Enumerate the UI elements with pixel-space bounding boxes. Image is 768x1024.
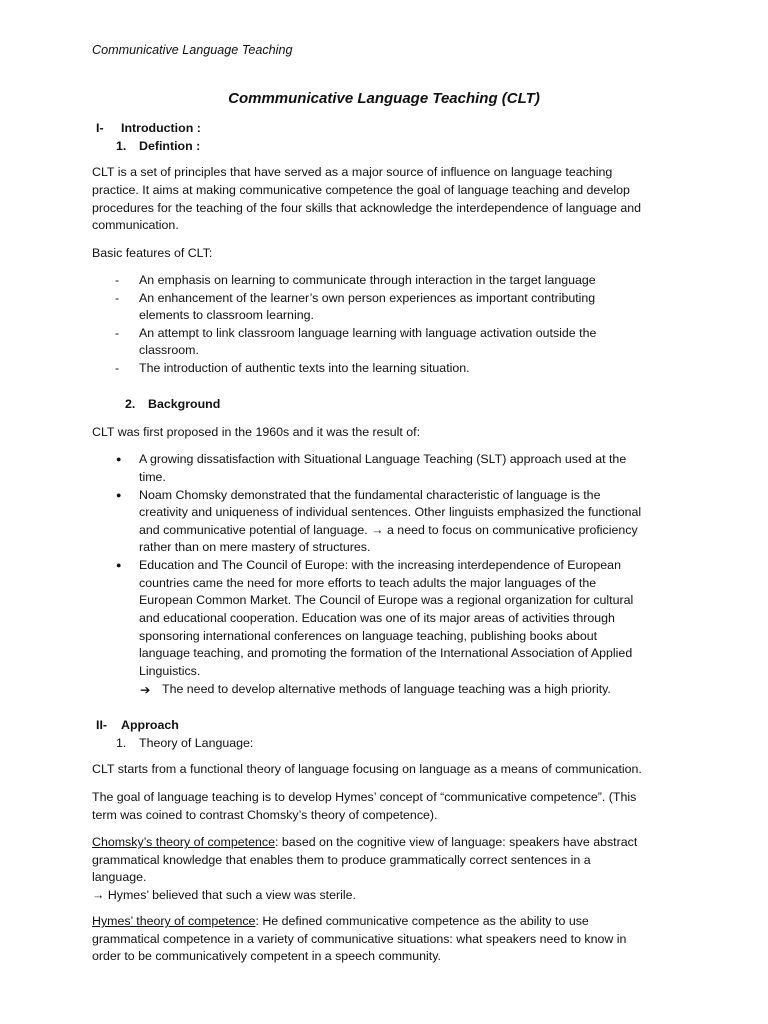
background-item-continued: creativity and uniqueness of individual sentences. Other linguists emphasized the functional [139, 505, 642, 519]
background-item-continued: Linguistics. [139, 664, 201, 678]
hymes-line: order to be communicatively competent in a speech community. [92, 949, 441, 963]
chomsky-line: language. [92, 870, 147, 884]
dash-marker: - [115, 361, 120, 375]
bullet-marker: ● [116, 560, 122, 570]
feature-item: The introduction of authentic texts into the learning situation. [139, 361, 470, 375]
theory-paragraph: The goal of language teaching is to develop Hymes’ concept of “communicative competence”. (This [92, 790, 637, 804]
background-item-continued: and communicative potential of language. → a need to focus on communicative proficiency [139, 523, 638, 537]
bullet-marker: ● [116, 490, 122, 500]
document-title: Commmunicative Language Teaching (CLT) [228, 90, 540, 107]
bullet-marker: ● [116, 454, 122, 464]
background-item: Education and The Council of Europe: with the increasing interdependence of European [139, 558, 621, 572]
background-item-continued: countries came the need for more efforts to teach adults the major languages of the [139, 576, 597, 590]
background-item-continued: time. [139, 470, 166, 484]
subsection-number: 1. [116, 139, 127, 153]
chomsky-line [92, 834, 692, 852]
feature-item: An emphasis on learning to communicate through interaction in the target language [139, 273, 596, 287]
page-header: Communicative Language Teaching [92, 43, 293, 57]
section-number: II- [96, 718, 108, 732]
hymes-theory-label: Hymes’ theory of competence [92, 914, 256, 928]
definition-line: CLT is a set of principles that have served as a major source of influence on language teaching [92, 165, 613, 179]
background-intro: CLT was first proposed in the 1960s and it was the result of: [92, 425, 421, 439]
subsection-heading-definition: Defintion : [139, 139, 201, 153]
definition-line: communication. [92, 218, 179, 232]
chomsky-line: → Hymes’ believed that such a view was sterile. [92, 888, 356, 902]
hymes-theory-text: : He defined communicative competence as the ability to use [255, 914, 589, 928]
subsection-number: 1. [116, 736, 127, 750]
chomsky-theory-label: Chomsky’s theory of competence [92, 835, 275, 849]
background-item-continued: sponsoring international conferences on language teaching, publishing books about [139, 629, 598, 643]
definition-line: practice. It aims at making communicative competence the goal of language teaching and develop [92, 183, 630, 197]
definition-line: procedures for the teaching of the four skills that acknowledge the interdependence of language and [92, 201, 642, 215]
subsection-number: 2. [125, 397, 136, 411]
features-heading: Basic features of CLT: [92, 246, 213, 260]
background-item-continued: language teaching, and promoting the formation of the International Association of Applied [139, 646, 633, 660]
dash-marker: - [115, 326, 120, 340]
background-conclusion: The need to develop alternative methods of language teaching was a high priority. [162, 682, 611, 696]
theory-paragraph-continued: term was coined to contrast Chomsky’s theory of competence). [92, 808, 438, 822]
background-item-continued: European Common Market. The Council of Europe was a regional organization for cultural [139, 593, 634, 607]
dash-marker: - [115, 273, 120, 287]
chomsky-theory-text: : based on the cognitive view of language: speakers have abstract [274, 835, 638, 849]
subsection-heading-theory: Theory of Language: [139, 736, 254, 750]
background-item-continued: and educational cooperation. Education was one of its major areas of activities through [139, 611, 615, 625]
section-number: I- [96, 121, 104, 135]
hymes-line: grammatical competence in a variety of communicative situations: what speakers need to know in [92, 932, 627, 946]
chomsky-line: grammatical knowledge that enables them to produce grammatically correct sentences in a [92, 853, 591, 867]
section-heading-introduction: Introduction : [121, 121, 201, 135]
feature-item: An attempt to link classroom language learning with language activation outside the [139, 326, 597, 340]
arrow-right-icon: ➔ [140, 682, 151, 697]
subsection-heading-background: Background [148, 397, 221, 411]
feature-item-continued: elements to classroom learning. [139, 308, 314, 322]
feature-item-continued: classroom. [139, 343, 199, 357]
section-heading-approach: Approach [121, 718, 179, 732]
dash-marker: - [115, 291, 120, 305]
background-item: Noam Chomsky demonstrated that the fundamental characteristic of language is the [139, 488, 601, 502]
background-item-continued: rather than on mere mastery of structures. [139, 540, 371, 554]
feature-item: An enhancement of the learner’s own person experiences as important contributing [139, 291, 596, 305]
theory-paragraph: CLT starts from a functional theory of language focusing on language as a means of communication. [92, 762, 642, 776]
background-item: A growing dissatisfaction with Situational Language Teaching (SLT) approach used at the [139, 452, 627, 466]
hymes-line [92, 913, 692, 931]
